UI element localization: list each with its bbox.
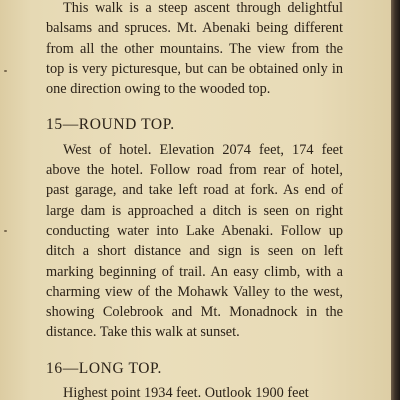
page-edge-shadow — [391, 0, 400, 400]
page-text — [46, 0, 343, 400]
intro-paragraph: This walk is a steep ascent through delightful balsams and spruces. Mt. Abenaki being different from all the other mountains. The view from the top is very picturesque, but can be obtained only in one direction owing to the wooded top. — [46, 0, 343, 98]
section-paragraph-long-top: Highest point 1934 feet. Outlook 1900 feet — [63, 385, 309, 400]
section-heading-round-top: 15—ROUND TOP. — [46, 116, 175, 134]
section-paragraph-round-top: West of hotel. Elevation 2074 feet, 174 feet above the hotel. Follow road from rear of hotel, past garage, and take left road at fork. As end of large dam is approached a ditch is seen on right conducting water into Lake Abenaki. Follow up ditch a short distance and sign is seen on left marking beginning of trail. An easy climb, with a charming view of the Mohawk Valley to the west, showing Colebrook and Mt. Monadnock in the distance. Take this walk at sunset. — [46, 141, 343, 341]
binding-stitch — [4, 230, 7, 232]
section-heading-long-top: 16—LONG TOP. — [46, 359, 163, 377]
binding-stitch — [4, 70, 7, 72]
